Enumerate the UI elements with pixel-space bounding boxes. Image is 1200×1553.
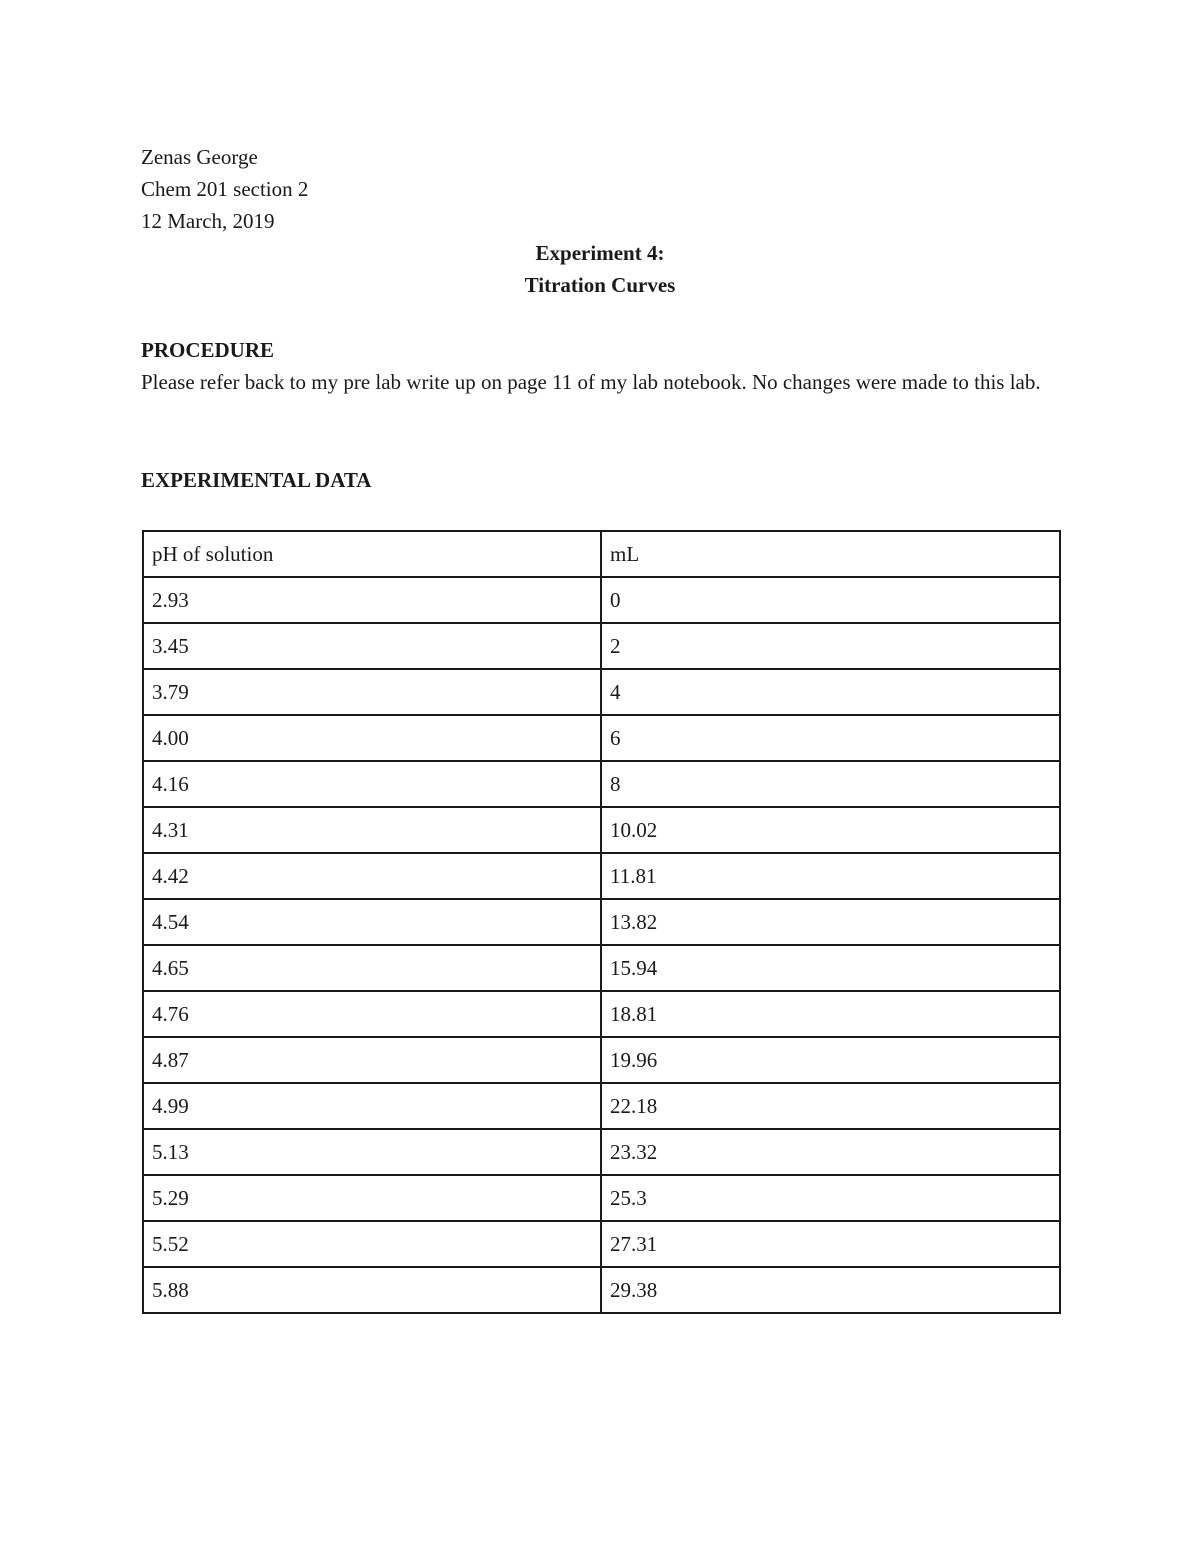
table-row bbox=[143, 577, 1060, 623]
data-table bbox=[142, 530, 1061, 1314]
ml-cell: 6 bbox=[601, 715, 1060, 761]
ph-cell: 4.76 bbox=[143, 991, 601, 1037]
ph-cell: 4.99 bbox=[143, 1083, 601, 1129]
ph-cell: 5.52 bbox=[143, 1221, 601, 1267]
ph-cell: 4.54 bbox=[143, 899, 601, 945]
table-row bbox=[143, 807, 1060, 853]
procedure-heading: PROCEDURE bbox=[141, 338, 275, 362]
ml-cell: 10.02 bbox=[601, 807, 1060, 853]
title-line-2: Titration Curves bbox=[524, 273, 676, 297]
table-row bbox=[143, 853, 1060, 899]
author-name: Zenas George bbox=[141, 145, 258, 169]
ml-cell: 27.31 bbox=[601, 1221, 1060, 1267]
table-row bbox=[143, 899, 1060, 945]
column-header-ml: mL bbox=[601, 531, 1060, 577]
title-line-1: Experiment 4: bbox=[535, 241, 665, 265]
ph-cell: 4.00 bbox=[143, 715, 601, 761]
table-row bbox=[143, 945, 1060, 991]
ml-cell: 4 bbox=[601, 669, 1060, 715]
table-row bbox=[143, 1267, 1060, 1313]
ph-cell: 4.65 bbox=[143, 945, 601, 991]
table-row bbox=[143, 1221, 1060, 1267]
report-title bbox=[0, 237, 1200, 301]
ml-cell: 15.94 bbox=[601, 945, 1060, 991]
table-row bbox=[143, 1083, 1060, 1129]
ml-cell: 25.3 bbox=[601, 1175, 1060, 1221]
table-row bbox=[143, 669, 1060, 715]
ml-cell: 13.82 bbox=[601, 899, 1060, 945]
ml-cell: 29.38 bbox=[601, 1267, 1060, 1313]
ph-cell: 3.45 bbox=[143, 623, 601, 669]
table-row bbox=[143, 1175, 1060, 1221]
table-header-row bbox=[143, 531, 1060, 577]
table-row bbox=[143, 1129, 1060, 1175]
ml-cell: 8 bbox=[601, 761, 1060, 807]
ph-cell: 4.42 bbox=[143, 853, 601, 899]
ml-cell: 19.96 bbox=[601, 1037, 1060, 1083]
ph-cell: 5.88 bbox=[143, 1267, 601, 1313]
table-row bbox=[143, 991, 1060, 1037]
ph-cell: 4.87 bbox=[143, 1037, 601, 1083]
experimental-data-heading: EXPERIMENTAL DATA bbox=[141, 468, 372, 492]
course-name: Chem 201 section 2 bbox=[141, 177, 309, 201]
table-row bbox=[143, 715, 1060, 761]
ml-cell: 11.81 bbox=[601, 853, 1060, 899]
table-row bbox=[143, 1037, 1060, 1083]
ml-cell: 0 bbox=[601, 577, 1060, 623]
report-date: 12 March, 2019 bbox=[141, 209, 275, 233]
ph-cell: 3.79 bbox=[143, 669, 601, 715]
ph-cell: 5.29 bbox=[143, 1175, 601, 1221]
column-header-ph: pH of solution bbox=[143, 531, 601, 577]
ml-cell: 22.18 bbox=[601, 1083, 1060, 1129]
ml-cell: 23.32 bbox=[601, 1129, 1060, 1175]
ph-cell: 4.31 bbox=[143, 807, 601, 853]
ph-cell: 2.93 bbox=[143, 577, 601, 623]
table-row bbox=[143, 761, 1060, 807]
ph-cell: 5.13 bbox=[143, 1129, 601, 1175]
procedure-text: Please refer back to my pre lab write up on page 11 of my lab notebook. No changes were made to this lab. bbox=[141, 370, 1041, 394]
author-header bbox=[141, 141, 308, 237]
ml-cell: 2 bbox=[601, 623, 1060, 669]
table-row bbox=[143, 623, 1060, 669]
ph-cell: 4.16 bbox=[143, 761, 601, 807]
ml-cell: 18.81 bbox=[601, 991, 1060, 1037]
